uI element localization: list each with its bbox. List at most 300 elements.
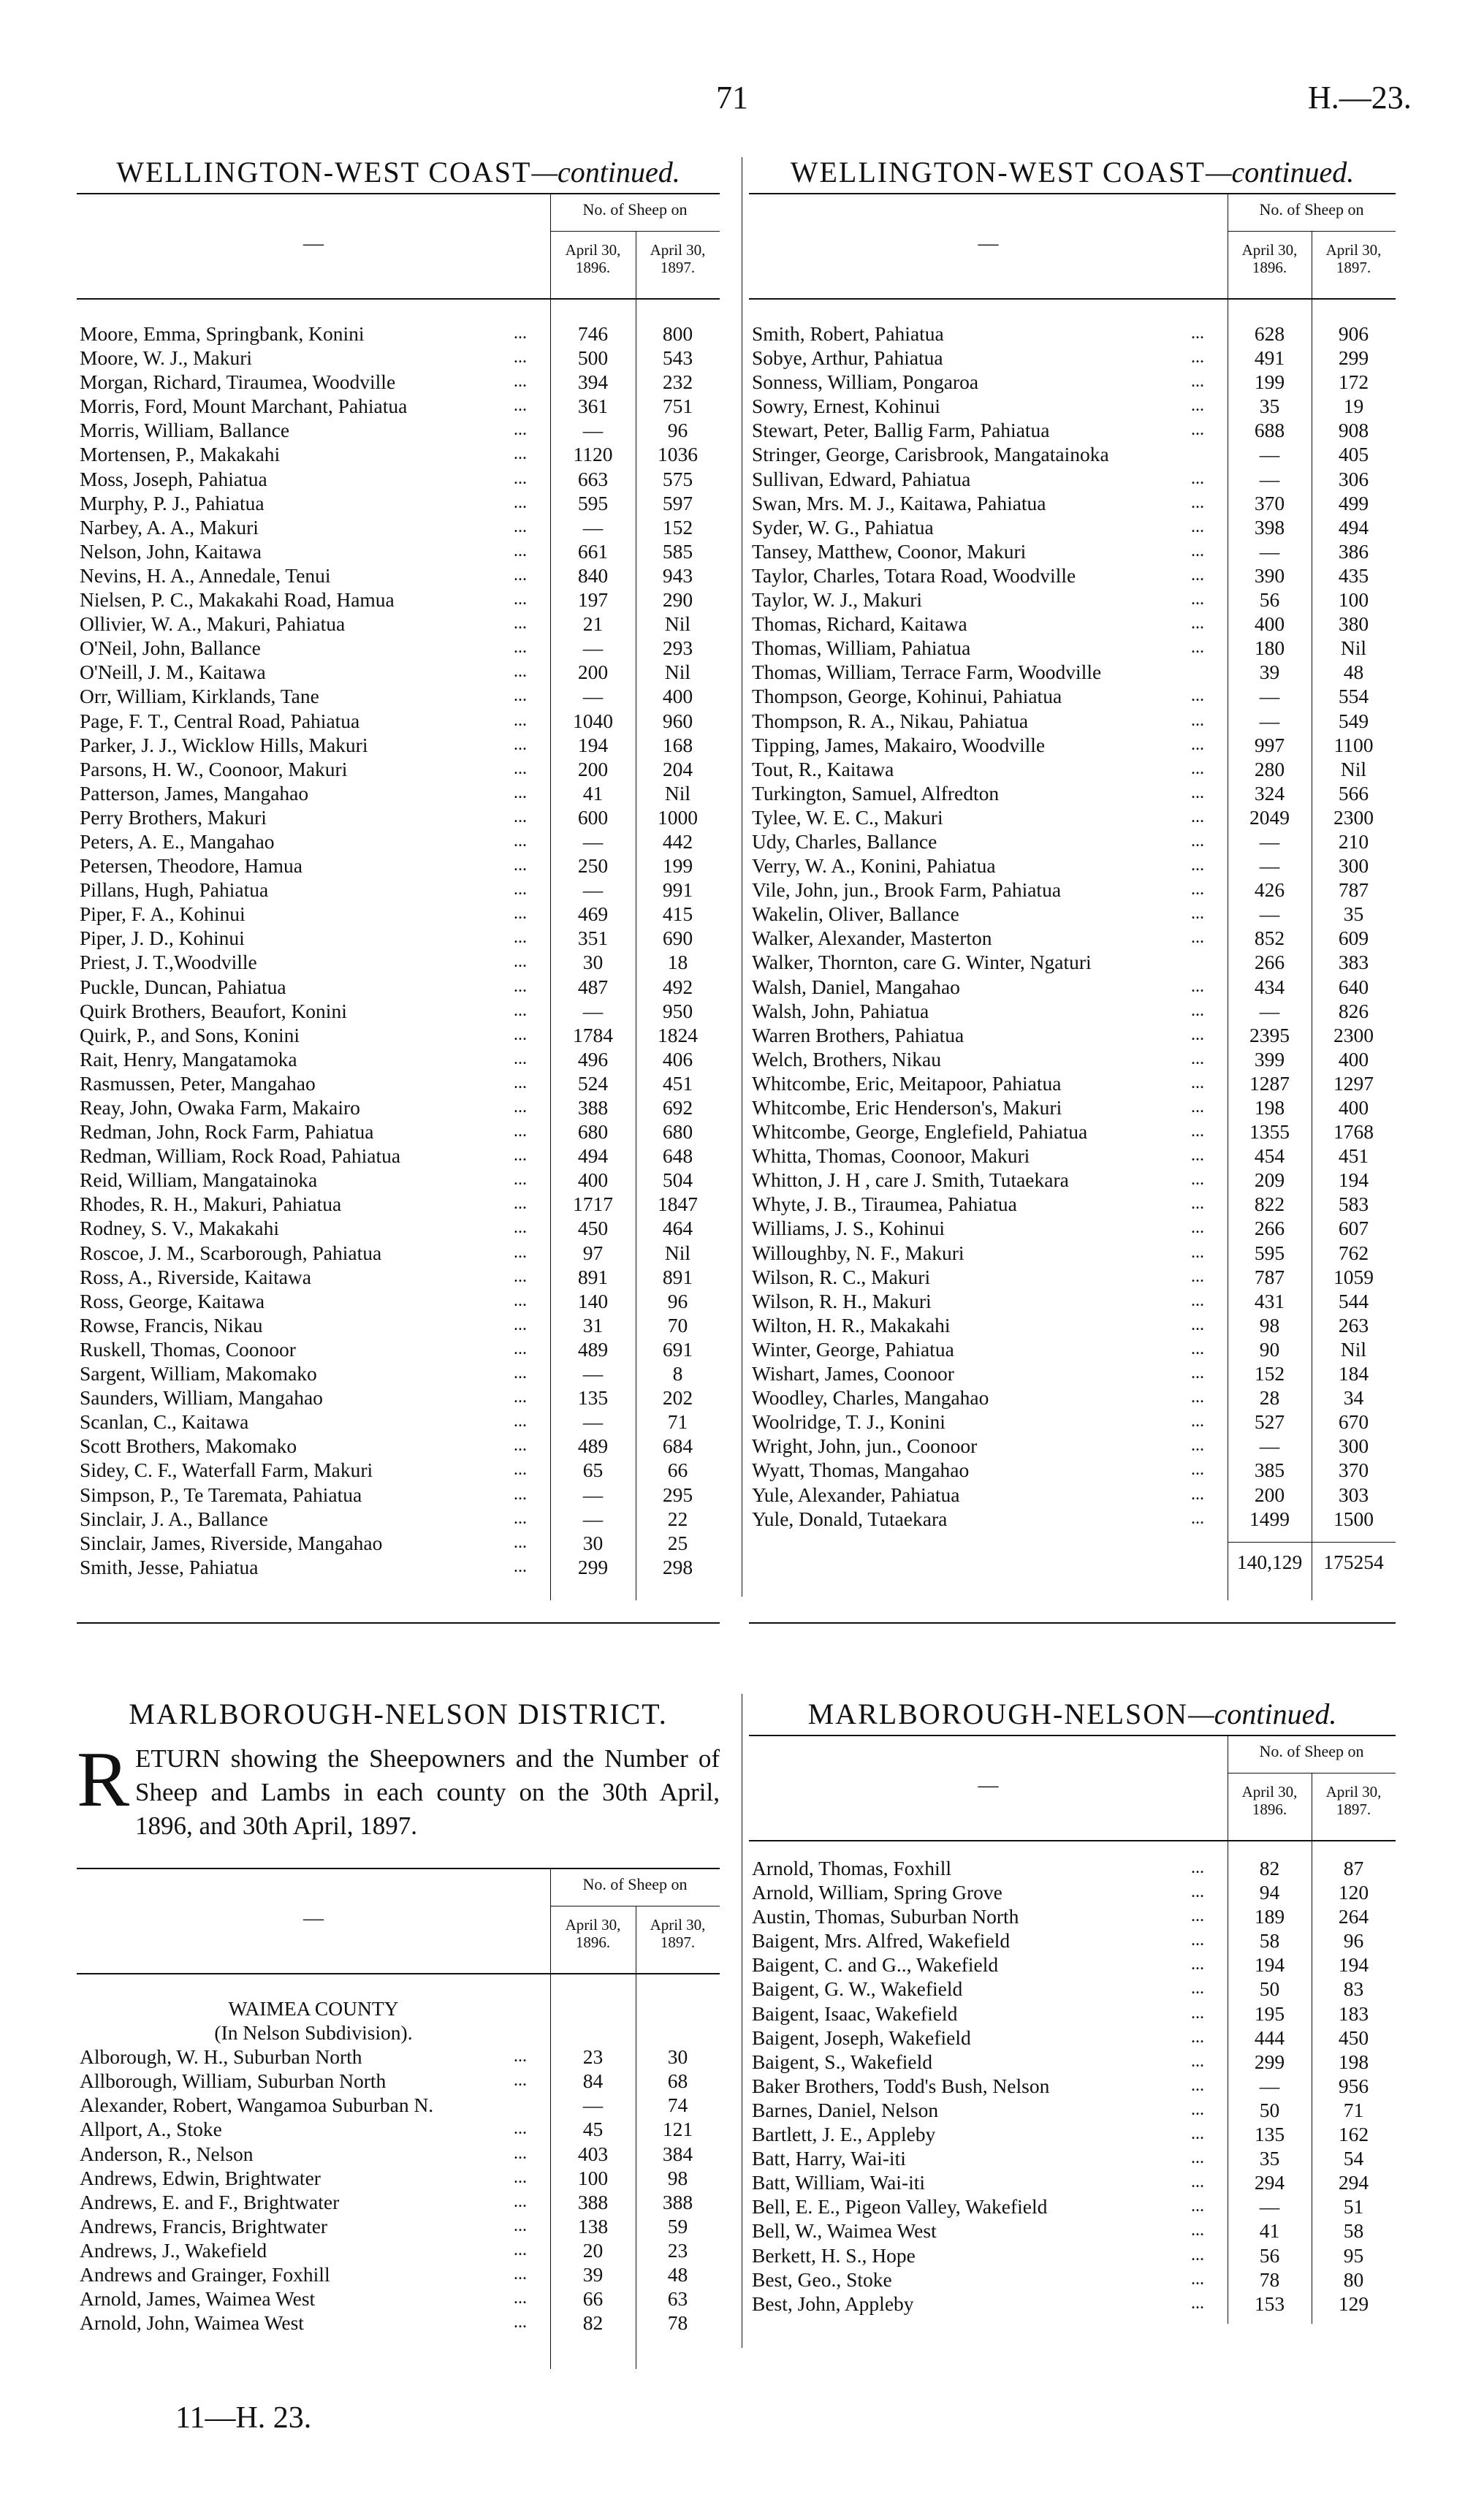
- sheep-count-1896: —: [582, 999, 604, 1022]
- sheep-count-1896: 84: [582, 2069, 604, 2093]
- leader-dots: ...: [514, 638, 527, 658]
- leader-dots: ...: [1191, 372, 1204, 392]
- owner-name: Puckle, Duncan, Pahiatua: [80, 975, 286, 998]
- sheep-count-1897: 98: [667, 2166, 688, 2189]
- total-1896: 140,129: [1236, 1551, 1303, 1573]
- leader-dots: ...: [514, 372, 527, 392]
- sheep-count-1896: 2395: [1249, 1023, 1290, 1046]
- table-row: [77, 346, 720, 370]
- table-row: [749, 660, 1396, 684]
- sheep-count-1897: 494: [1338, 515, 1369, 539]
- sheep-count-1896: 403: [577, 2142, 609, 2165]
- sheep-count-1897: 1297: [1333, 1071, 1374, 1095]
- sheep-count-1897: 30: [667, 2045, 688, 2069]
- owner-name: Wilson, R. C., Makuri: [752, 1265, 931, 1288]
- sheep-count-1897: 1036: [658, 443, 698, 466]
- table-row: [77, 442, 720, 466]
- leader-dots: ...: [1191, 1931, 1204, 1950]
- leader-dots: ...: [514, 952, 527, 972]
- leader-dots: ...: [1191, 686, 1204, 706]
- owner-name: Williams, J. S., Kohinui: [752, 1217, 945, 1240]
- leader-dots: ...: [1191, 928, 1204, 948]
- owner-name: Arnold, James, Waimea West: [80, 2287, 316, 2311]
- sheep-count-1896: 209: [1254, 1168, 1285, 1192]
- owner-name: Austin, Thomas, Suburban North: [752, 1905, 1019, 1928]
- table-row: [77, 1144, 720, 1168]
- leader-dots: ...: [1191, 614, 1204, 634]
- table-row: [77, 709, 720, 733]
- owner-name: Perry Brothers, Makuri: [80, 805, 267, 829]
- leader-dots: ...: [514, 565, 527, 585]
- leader-dots: ...: [514, 686, 527, 706]
- sheep-count-1896: 20: [582, 2238, 604, 2262]
- sheep-count-1897: 435: [1338, 563, 1369, 587]
- leader-dots: ...: [1191, 2172, 1204, 2192]
- leader-dots: ...: [514, 734, 527, 754]
- owner-name: Whitton, J. H , care J. Smith, Tutaekara: [752, 1168, 1069, 1192]
- sheep-count-1897: 96: [667, 1289, 688, 1312]
- table-row: [749, 2219, 1396, 2243]
- header-separator: [550, 231, 720, 232]
- table-row: [77, 1241, 720, 1265]
- sheep-count-1897: 183: [1338, 2001, 1369, 2025]
- table-row: [749, 346, 1396, 370]
- table-row: [77, 805, 720, 829]
- owner-name: Wilton, H. R., Makakahi: [752, 1313, 951, 1337]
- table-row: [77, 1337, 720, 1361]
- owner-name: Alborough, W. H., Suburban North: [80, 2045, 362, 2069]
- page-number: 71: [716, 80, 748, 115]
- sheep-count-1897: 575: [662, 467, 693, 490]
- sheep-count-1897: 48: [1343, 661, 1364, 684]
- owner-name: Thompson, R. A., Nikau, Pahiatua: [752, 709, 1029, 732]
- sheep-count-1897: 71: [1343, 2098, 1364, 2121]
- table-row: [749, 829, 1396, 853]
- sheep-count-1897: 184: [1338, 1362, 1369, 1385]
- owner-name: Baker Brothers, Todd's Bush, Nelson: [752, 2074, 1050, 2097]
- table-row: [749, 1241, 1396, 1265]
- leader-dots: ...: [1191, 710, 1204, 730]
- leader-dots: ...: [1191, 1508, 1204, 1528]
- sheep-count-1897: Nil: [664, 781, 691, 805]
- panel-title: WELLINGTON-WEST COAST—continued.: [790, 156, 1355, 189]
- table-row: [77, 684, 720, 708]
- owner-name: Pillans, Hugh, Pahiatua: [80, 878, 269, 902]
- sheep-count-1896: 822: [1254, 1193, 1285, 1216]
- owner-name: Morgan, Richard, Tiraumea, Woodville: [80, 370, 396, 394]
- sheep-count-1897: 129: [1338, 2292, 1369, 2315]
- table-row: [749, 1047, 1396, 1071]
- sheep-count-1897: Nil: [1340, 636, 1367, 660]
- sheep-count-1897: 8: [672, 1362, 683, 1385]
- sheep-count-1897: 597: [662, 491, 693, 514]
- sheep-count-1896: 152: [1254, 1362, 1285, 1385]
- owner-name: Thomas, William, Terrace Farm, Woodville: [752, 661, 1102, 684]
- totals-row: [749, 1551, 1396, 1580]
- sheep-count-1896: —: [1259, 1434, 1280, 1458]
- owner-name: O'Neil, John, Ballance: [80, 636, 261, 660]
- owner-name: Vile, John, jun., Brook Farm, Pahiatua: [752, 878, 1062, 902]
- table-row: [77, 660, 720, 684]
- table-row: [749, 1192, 1396, 1216]
- table-row: [77, 588, 720, 612]
- leader-dots: ...: [1191, 396, 1204, 416]
- owner-name: Verry, W. A., Konini, Pahiatua: [752, 854, 996, 878]
- sheep-count-1896: 388: [577, 2190, 609, 2213]
- table-row: [77, 902, 720, 926]
- owner-name: Turkington, Samuel, Alfredton: [752, 781, 1000, 805]
- sheep-count-1897: 800: [662, 322, 693, 345]
- sheep-count-1896: 280: [1254, 757, 1285, 780]
- sheep-count-1896: 90: [1259, 1337, 1280, 1361]
- owner-name: Ruskell, Thomas, Coonoor: [80, 1337, 296, 1361]
- leader-dots: ...: [514, 517, 527, 536]
- header-year1-line1: April 30,: [565, 241, 621, 259]
- owner-name: Orr, William, Kirklands, Tane: [80, 685, 319, 708]
- sheep-count-1897: 384: [662, 2142, 693, 2165]
- owner-name: Sinclair, James, Riverside, Mangahao: [80, 1531, 383, 1554]
- leader-dots: ...: [514, 1024, 527, 1044]
- sheep-count-1897: 415: [662, 902, 693, 926]
- table-row: [749, 1216, 1396, 1240]
- table-row: [77, 1458, 720, 1482]
- sheep-count-1896: 138: [577, 2214, 609, 2238]
- leader-dots: ...: [1191, 541, 1204, 560]
- leader-dots: ...: [1191, 2075, 1204, 2095]
- sheep-count-1897: 543: [662, 346, 693, 370]
- sheep-count-1896: 197: [577, 588, 609, 612]
- sheep-count-1896: 294: [1254, 2171, 1285, 2194]
- sheep-count-1896: 50: [1259, 1977, 1280, 2001]
- table-row: [77, 370, 720, 394]
- leader-dots: ...: [1191, 517, 1204, 536]
- owner-name: Redman, John, Rock Farm, Pahiatua: [80, 1120, 374, 1144]
- sheep-count-1897: 640: [1338, 975, 1369, 998]
- sheep-count-1897: 263: [1338, 1313, 1369, 1337]
- owner-name: Baigent, S., Wakefield: [752, 2050, 933, 2073]
- table-row: [749, 612, 1396, 636]
- table-row: [749, 322, 1396, 346]
- leader-dots: ...: [1191, 2269, 1204, 2289]
- table-header: [77, 1868, 720, 1974]
- leader-dots: ...: [514, 396, 527, 416]
- owner-name: Sullivan, Edward, Pahiatua: [752, 467, 971, 490]
- leader-dots: ...: [1191, 1955, 1204, 1974]
- table-row: [77, 2190, 720, 2214]
- sheep-count-1897: 383: [1338, 951, 1369, 974]
- leader-dots: ...: [1191, 1024, 1204, 1044]
- owner-name: Tout, R., Kaitawa: [752, 757, 894, 780]
- sheep-count-1896: —: [1259, 854, 1280, 878]
- header-dash: —: [303, 1907, 324, 1930]
- sheep-count-1896: 28: [1259, 1386, 1280, 1410]
- leader-dots: ...: [514, 1339, 527, 1358]
- return-intro-paragraph: [77, 1736, 720, 1868]
- table-row: [77, 322, 720, 346]
- sheep-count-1897: 58: [1343, 2219, 1364, 2243]
- owner-name: Reay, John, Owaka Farm, Makairo: [80, 1096, 360, 1119]
- sheep-count-1896: 494: [577, 1144, 609, 1168]
- table-body: [749, 300, 1396, 1622]
- sheep-count-1896: 100: [577, 2166, 609, 2189]
- owner-name: Andrews, J., Wakefield: [80, 2238, 267, 2262]
- leader-dots: ...: [1191, 1436, 1204, 1456]
- owner-name: Piper, F. A., Kohinui: [80, 902, 246, 926]
- sheep-count-1897: 294: [1338, 2171, 1369, 2194]
- leader-dots: ...: [1191, 348, 1204, 368]
- table-row: [77, 1192, 720, 1216]
- owner-name: Nevins, H. A., Annedale, Tenui: [80, 563, 331, 587]
- table-row: [749, 878, 1396, 902]
- owner-name: O'Neill, J. M., Kaitawa: [80, 661, 266, 684]
- panel-title: WELLINGTON-WEST COAST—continued.: [116, 156, 680, 189]
- owner-name: Reid, William, Mangatainoka: [80, 1168, 318, 1192]
- table-row: [77, 757, 720, 781]
- leader-dots: ...: [514, 759, 527, 778]
- table-row: [77, 612, 720, 636]
- leader-dots: ...: [1191, 1906, 1204, 1926]
- owner-name: Whitcombe, Eric, Meitapoor, Pahiatua: [752, 1071, 1062, 1095]
- leader-dots: ...: [514, 2240, 527, 2259]
- header-year-1897: [636, 1916, 720, 1951]
- table-row: [749, 491, 1396, 515]
- leader-dots: ...: [1191, 420, 1204, 440]
- sheep-count-1896: 351: [577, 927, 609, 950]
- sheep-count-1897: 295: [662, 1483, 693, 1506]
- leader-dots: ...: [1191, 759, 1204, 778]
- leader-dots: ...: [514, 1556, 527, 1576]
- table-row: [77, 2311, 720, 2335]
- sheep-count-1897: 451: [1338, 1144, 1369, 1168]
- leader-dots: ...: [514, 1364, 527, 1383]
- sheep-count-1896: 30: [582, 1531, 604, 1554]
- owner-name: Thomas, Richard, Kaitawa: [752, 612, 967, 636]
- sheep-count-1896: 2049: [1249, 805, 1290, 829]
- sheep-count-1896: 1717: [573, 1193, 613, 1216]
- table-row: [749, 467, 1396, 491]
- table-row: [77, 491, 720, 515]
- table-row: [77, 563, 720, 588]
- sheep-count-1897: 71: [667, 1410, 688, 1434]
- owner-name: Baigent, Mrs. Alfred, Wakefield: [752, 1929, 1011, 1953]
- owner-name: Moss, Joseph, Pahiatua: [80, 467, 267, 490]
- sheep-count-1896: 200: [577, 661, 609, 684]
- sheep-count-1896: 454: [1254, 1144, 1285, 1168]
- total-1897: 175254: [1323, 1551, 1384, 1573]
- marlborough-nelson-right-panel: [749, 1694, 1396, 2338]
- leader-dots: ...: [514, 710, 527, 730]
- sheep-count-1896: 787: [1254, 1265, 1285, 1288]
- leader-dots: ...: [514, 807, 527, 826]
- sheep-count-1896: 628: [1254, 322, 1285, 345]
- leader-dots: ...: [514, 2143, 527, 2163]
- leader-dots: ...: [514, 1122, 527, 1141]
- table-row: [749, 588, 1396, 612]
- owner-name: Priest, J. T.,Woodville: [80, 951, 257, 974]
- sheep-count-1896: 500: [577, 346, 609, 370]
- sheep-count-1896: 595: [577, 491, 609, 514]
- sheep-count-1896: 1040: [573, 709, 613, 732]
- county-title: [77, 1996, 720, 2020]
- sheep-count-1897: 194: [1338, 1168, 1369, 1192]
- header-year2-line2: 1897.: [1336, 1801, 1371, 1818]
- sheep-count-1896: 41: [1259, 2219, 1280, 2243]
- owner-name: Welch, Brothers, Nikau: [752, 1047, 941, 1071]
- owner-name: Whitcombe, George, Englefield, Pahiatua: [752, 1120, 1088, 1144]
- sheep-count-1897: 290: [662, 588, 693, 612]
- sheep-count-1897: 1824: [658, 1023, 698, 1046]
- leader-dots: ...: [1191, 783, 1204, 802]
- leader-dots: ...: [1191, 1412, 1204, 1432]
- table-row: [749, 1928, 1396, 1953]
- sheep-count-1897: 100: [1338, 588, 1369, 612]
- sheep-count-1897: 95: [1343, 2243, 1364, 2267]
- owner-name: Batt, William, Wai-iti: [752, 2171, 926, 2194]
- leader-dots: ...: [514, 1436, 527, 1456]
- sheep-count-1896: 496: [577, 1047, 609, 1071]
- sheep-count-1896: 78: [1259, 2267, 1280, 2291]
- sheep-count-1897: 762: [1338, 1241, 1369, 1264]
- county-title-text: WAIMEA COUNTY: [228, 1997, 399, 2020]
- leader-dots: ...: [1191, 468, 1204, 488]
- table-row: [749, 1385, 1396, 1410]
- sheep-count-1897: 1500: [1333, 1507, 1374, 1530]
- leader-dots: ...: [1191, 324, 1204, 343]
- leader-dots: ...: [514, 783, 527, 802]
- owner-name: Rait, Henry, Mangatamoka: [80, 1047, 297, 1071]
- sheep-count-1896: 194: [577, 733, 609, 756]
- owner-name: Thomas, William, Pahiatua: [752, 636, 971, 660]
- sheep-count-1896: 361: [577, 395, 609, 418]
- owner-name: Yule, Donald, Tutaekara: [752, 1507, 948, 1530]
- leader-dots: ...: [1191, 880, 1204, 900]
- sheep-count-1897: 826: [1338, 999, 1369, 1022]
- sheep-count-1897: 680: [662, 1120, 693, 1144]
- table-row: [749, 1507, 1396, 1531]
- table-bottom-rule: [77, 1622, 720, 1624]
- owner-name: Stringer, George, Carisbrook, Mangatainoka: [752, 443, 1109, 466]
- sheep-count-1897: 406: [662, 1047, 693, 1071]
- leader-dots: ...: [514, 1194, 527, 1214]
- sheep-count-1897: 585: [662, 539, 693, 563]
- owner-name: Whyte, J. B., Tiraumea, Pahiatua: [752, 1193, 1017, 1216]
- sheep-count-1896: 1287: [1249, 1071, 1290, 1095]
- owner-name: Rasmussen, Peter, Mangahao: [80, 1071, 316, 1095]
- table-row: [749, 2292, 1396, 2316]
- sheep-count-1896: 600: [577, 805, 609, 829]
- sheep-count-1897: 23: [667, 2238, 688, 2262]
- leader-dots: ...: [1191, 1290, 1204, 1310]
- table-row: [749, 1483, 1396, 1507]
- sheep-count-1897: 1059: [1333, 1265, 1374, 1288]
- sheep-count-1896: 1355: [1249, 1120, 1290, 1144]
- owner-name: Woodley, Charles, Mangahao: [752, 1386, 989, 1410]
- sheep-count-1897: 51: [1343, 2195, 1364, 2219]
- header-year1-line2: 1896.: [575, 1934, 611, 1951]
- sheep-count-1896: 41: [582, 781, 604, 805]
- owner-name: Winter, George, Pahiatua: [752, 1337, 954, 1361]
- intro-dropcap: R: [77, 1736, 130, 1823]
- sheep-count-1897: 380: [1338, 612, 1369, 636]
- table-row: [749, 1904, 1396, 1928]
- sheep-count-1896: 50: [1259, 2098, 1280, 2121]
- sheep-count-1896: 487: [577, 975, 609, 998]
- owner-name: Best, Geo., Stoke: [752, 2267, 892, 2291]
- leader-dots: ...: [514, 856, 527, 875]
- owner-name: Sowry, Ernest, Kohinui: [752, 395, 940, 418]
- sheep-count-1896: 189: [1254, 1905, 1285, 1928]
- leader-dots: ...: [1191, 1218, 1204, 1238]
- sheep-count-1897: 400: [662, 685, 693, 708]
- sheep-count-1896: 385: [1254, 1459, 1285, 1482]
- owner-name: Warren Brothers, Pahiatua: [752, 1023, 964, 1046]
- leader-dots: ...: [1191, 493, 1204, 512]
- sheep-count-1897: 370: [1338, 1459, 1369, 1482]
- table-row: [77, 853, 720, 878]
- leader-dots: ...: [1191, 2245, 1204, 2265]
- column-rule: [550, 1869, 551, 1973]
- leader-dots: ...: [514, 880, 527, 900]
- sheep-count-1896: 1120: [573, 443, 613, 466]
- sheep-count-1897: 264: [1338, 1905, 1369, 1928]
- table-row: [77, 1555, 720, 1579]
- leader-dots: ...: [1191, 1000, 1204, 1020]
- owner-name: Quirk, P., and Sons, Konini: [80, 1023, 300, 1046]
- leader-dots: ...: [514, 444, 527, 464]
- sheep-count-1897: 34: [1343, 1386, 1364, 1410]
- leader-dots: ...: [514, 1315, 527, 1334]
- header-year2-line1: April 30,: [650, 1916, 706, 1934]
- leader-dots: ...: [1191, 2124, 1204, 2144]
- leader-dots: ...: [1191, 1194, 1204, 1214]
- leader-dots: ...: [514, 1532, 527, 1552]
- table-header: [77, 193, 720, 300]
- sheep-count-1897: 2300: [1333, 805, 1374, 829]
- leader-dots: ...: [1191, 1882, 1204, 1902]
- sheep-count-1897: 544: [1338, 1289, 1369, 1312]
- sheep-count-1896: —: [582, 636, 604, 660]
- owner-name: Parsons, H. W., Coonoor, Makuri: [80, 757, 348, 780]
- column-rule: [550, 194, 551, 298]
- leader-dots: ...: [1191, 1170, 1204, 1190]
- leader-dots: ...: [1191, 1484, 1204, 1504]
- table-row: [749, 636, 1396, 660]
- sheep-count-1896: 65: [582, 1459, 604, 1482]
- header-dash: —: [303, 232, 324, 255]
- leader-dots: ...: [514, 1460, 527, 1480]
- owner-name: Walsh, John, Pahiatua: [752, 999, 929, 1022]
- owner-name: Stewart, Peter, Ballig Farm, Pahiatua: [752, 419, 1050, 442]
- sheep-count-1896: 94: [1259, 1881, 1280, 1904]
- owner-name: Roscoe, J. M., Scarborough, Pahiatua: [80, 1241, 382, 1264]
- table-row: [77, 733, 720, 757]
- table-row: [77, 975, 720, 999]
- table-row: [749, 1880, 1396, 1904]
- sheep-count-1896: 489: [577, 1434, 609, 1458]
- leader-dots: ...: [514, 2071, 527, 2091]
- sheep-count-1896: 39: [1259, 661, 1280, 684]
- leader-dots: ...: [514, 1388, 527, 1407]
- table-row: [749, 2194, 1396, 2219]
- sheep-count-1896: 23: [582, 2045, 604, 2069]
- owner-name: Sinclair, J. A., Ballance: [80, 1507, 268, 1530]
- sheep-count-1897: 202: [662, 1386, 693, 1410]
- sheep-count-1896: 194: [1254, 1953, 1285, 1977]
- sheep-count-1896: 997: [1254, 733, 1285, 756]
- table-header: [749, 1735, 1396, 1841]
- header-year-1896: [1228, 241, 1312, 276]
- table-row: [77, 539, 720, 563]
